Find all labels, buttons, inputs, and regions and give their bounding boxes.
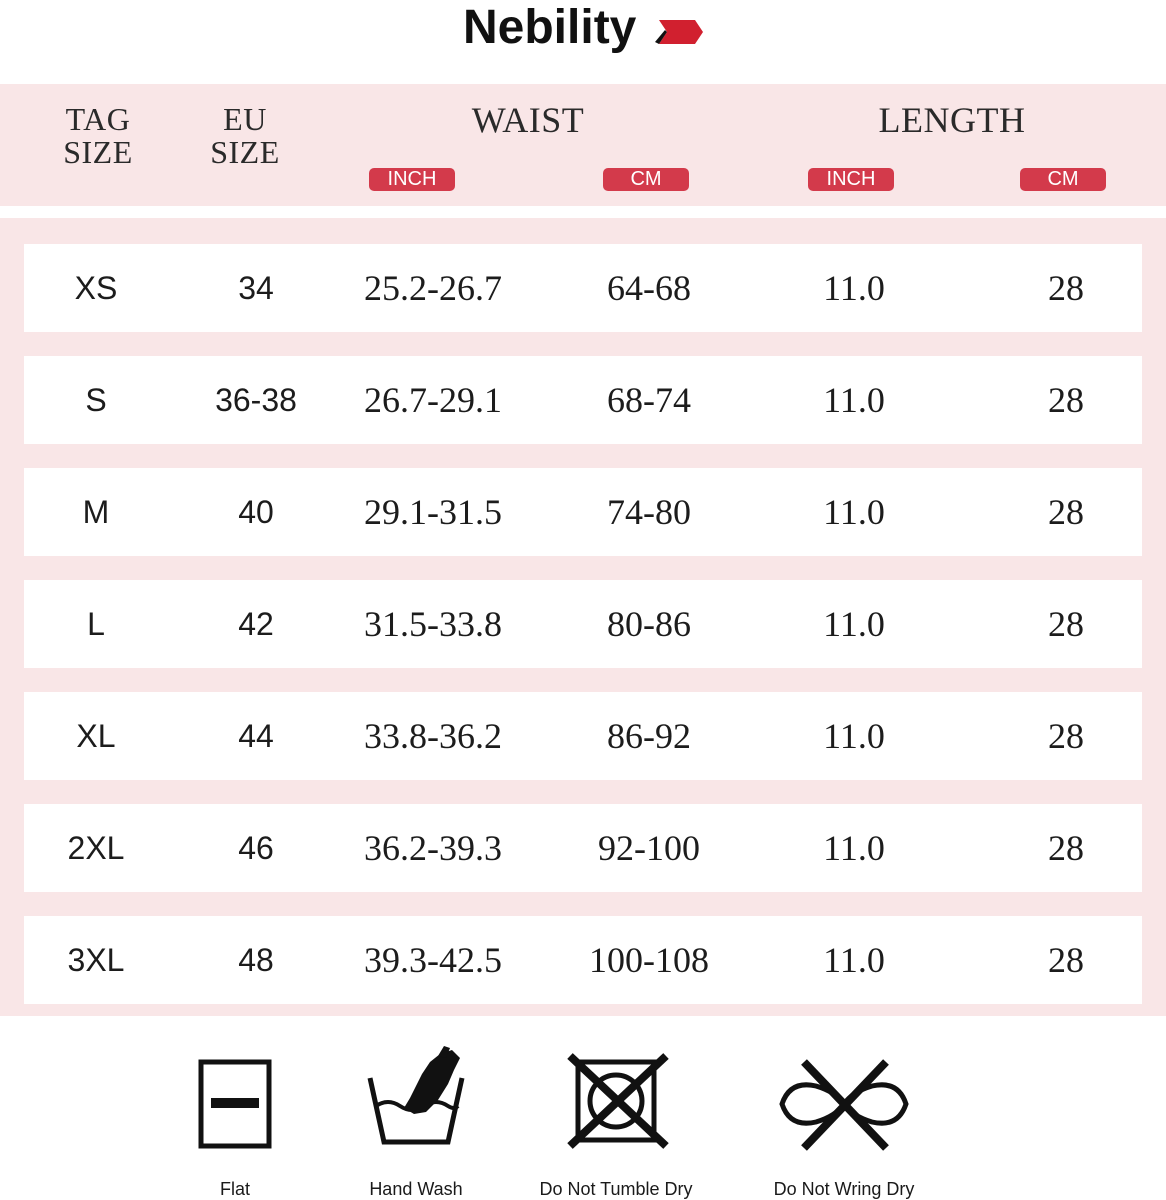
care-instruction-no-tumble-dry — [526, 1040, 706, 1200]
column-header-length: LENGTH — [878, 100, 1026, 140]
cell-waist-cm: 86-92 — [607, 716, 691, 756]
unit-badge-length-inch: INCH — [808, 168, 894, 191]
cell-length-inch: 11.0 — [823, 380, 885, 420]
hand-wash-icon — [326, 1040, 506, 1160]
cell-waist-inch: 31.5-33.8 — [364, 604, 502, 644]
table-row — [24, 356, 1142, 444]
care-label-no-wring-dry: Do Not Wring Dry — [773, 1179, 915, 1199]
column-header-waist: WAIST — [471, 100, 585, 140]
cell-length-cm: 28 — [1048, 492, 1084, 532]
cell-length-cm: 28 — [1048, 828, 1084, 868]
table-row — [24, 692, 1142, 780]
cell-tag-size: 2XL — [67, 830, 125, 866]
cell-waist-inch: 33.8-36.2 — [364, 716, 502, 756]
care-label-no-tumble-dry: Do Not Tumble Dry — [539, 1179, 693, 1199]
unit-badge-waist-inch: INCH — [369, 168, 455, 191]
brand-header — [0, 0, 1166, 84]
cell-tag-size: XS — [74, 270, 118, 306]
cell-tag-size: L — [87, 606, 105, 642]
table-row — [24, 916, 1142, 1004]
care-label-hand-wash: Hand Wash — [369, 1179, 463, 1199]
cell-length-cm: 28 — [1048, 940, 1084, 980]
cell-waist-cm: 74-80 — [607, 492, 691, 532]
unit-badge-length-cm: CM — [1020, 168, 1106, 191]
cell-length-inch: 11.0 — [823, 492, 885, 532]
cell-eu-size: 34 — [238, 270, 274, 306]
no-wring-icon — [754, 1040, 934, 1160]
care-instruction-flat — [145, 1040, 325, 1200]
care-label-flat: Flat — [219, 1179, 250, 1199]
table-row — [24, 804, 1142, 892]
column-header-eu-size: EU SIZE — [210, 101, 280, 170]
cell-eu-size: 48 — [238, 942, 274, 978]
cell-eu-size: 40 — [238, 494, 274, 530]
cell-waist-inch: 39.3-42.5 — [364, 940, 502, 980]
table-row — [24, 580, 1142, 668]
care-instruction-hand-wash — [326, 1040, 506, 1200]
brand-logo-text: Nebility — [463, 1, 637, 54]
cell-length-inch: 11.0 — [823, 940, 885, 980]
cell-eu-size: 44 — [238, 718, 274, 754]
cell-eu-size: 36-38 — [215, 382, 297, 418]
cell-waist-inch: 26.7-29.1 — [364, 380, 502, 420]
table-row — [24, 468, 1142, 556]
cell-length-cm: 28 — [1048, 604, 1084, 644]
cell-tag-size: 3XL — [67, 942, 125, 978]
cell-eu-size: 42 — [238, 606, 274, 642]
cell-eu-size: 46 — [238, 830, 274, 866]
cell-waist-inch: 29.1-31.5 — [364, 492, 502, 532]
cell-length-inch: 11.0 — [823, 716, 885, 756]
cell-length-inch: 11.0 — [823, 268, 885, 308]
cell-tag-size: S — [85, 382, 107, 418]
brand-logo-mark — [655, 12, 703, 52]
cell-length-inch: 11.0 — [823, 828, 885, 868]
cell-tag-size: M — [82, 494, 110, 530]
cell-length-cm: 28 — [1048, 268, 1084, 308]
cell-waist-inch: 36.2-39.3 — [364, 828, 502, 868]
cell-length-cm: 28 — [1048, 716, 1084, 756]
cell-length-inch: 11.0 — [823, 604, 885, 644]
cell-waist-inch: 25.2-26.7 — [364, 268, 502, 308]
care-instruction-no-wring-dry — [754, 1040, 934, 1200]
cell-tag-size: XL — [76, 718, 116, 754]
unit-badge-waist-cm: CM — [603, 168, 689, 191]
cell-waist-cm: 68-74 — [607, 380, 691, 420]
no-tumble-dry-icon — [526, 1040, 706, 1160]
cell-waist-cm: 100-108 — [589, 940, 709, 980]
column-header-tag-size: TAG SIZE — [63, 101, 133, 170]
cell-waist-cm: 64-68 — [607, 268, 691, 308]
cell-length-cm: 28 — [1048, 380, 1084, 420]
table-row — [24, 244, 1142, 332]
cell-waist-cm: 80-86 — [607, 604, 691, 644]
cell-waist-cm: 92-100 — [598, 828, 700, 868]
flat-dry-icon — [145, 1040, 325, 1160]
